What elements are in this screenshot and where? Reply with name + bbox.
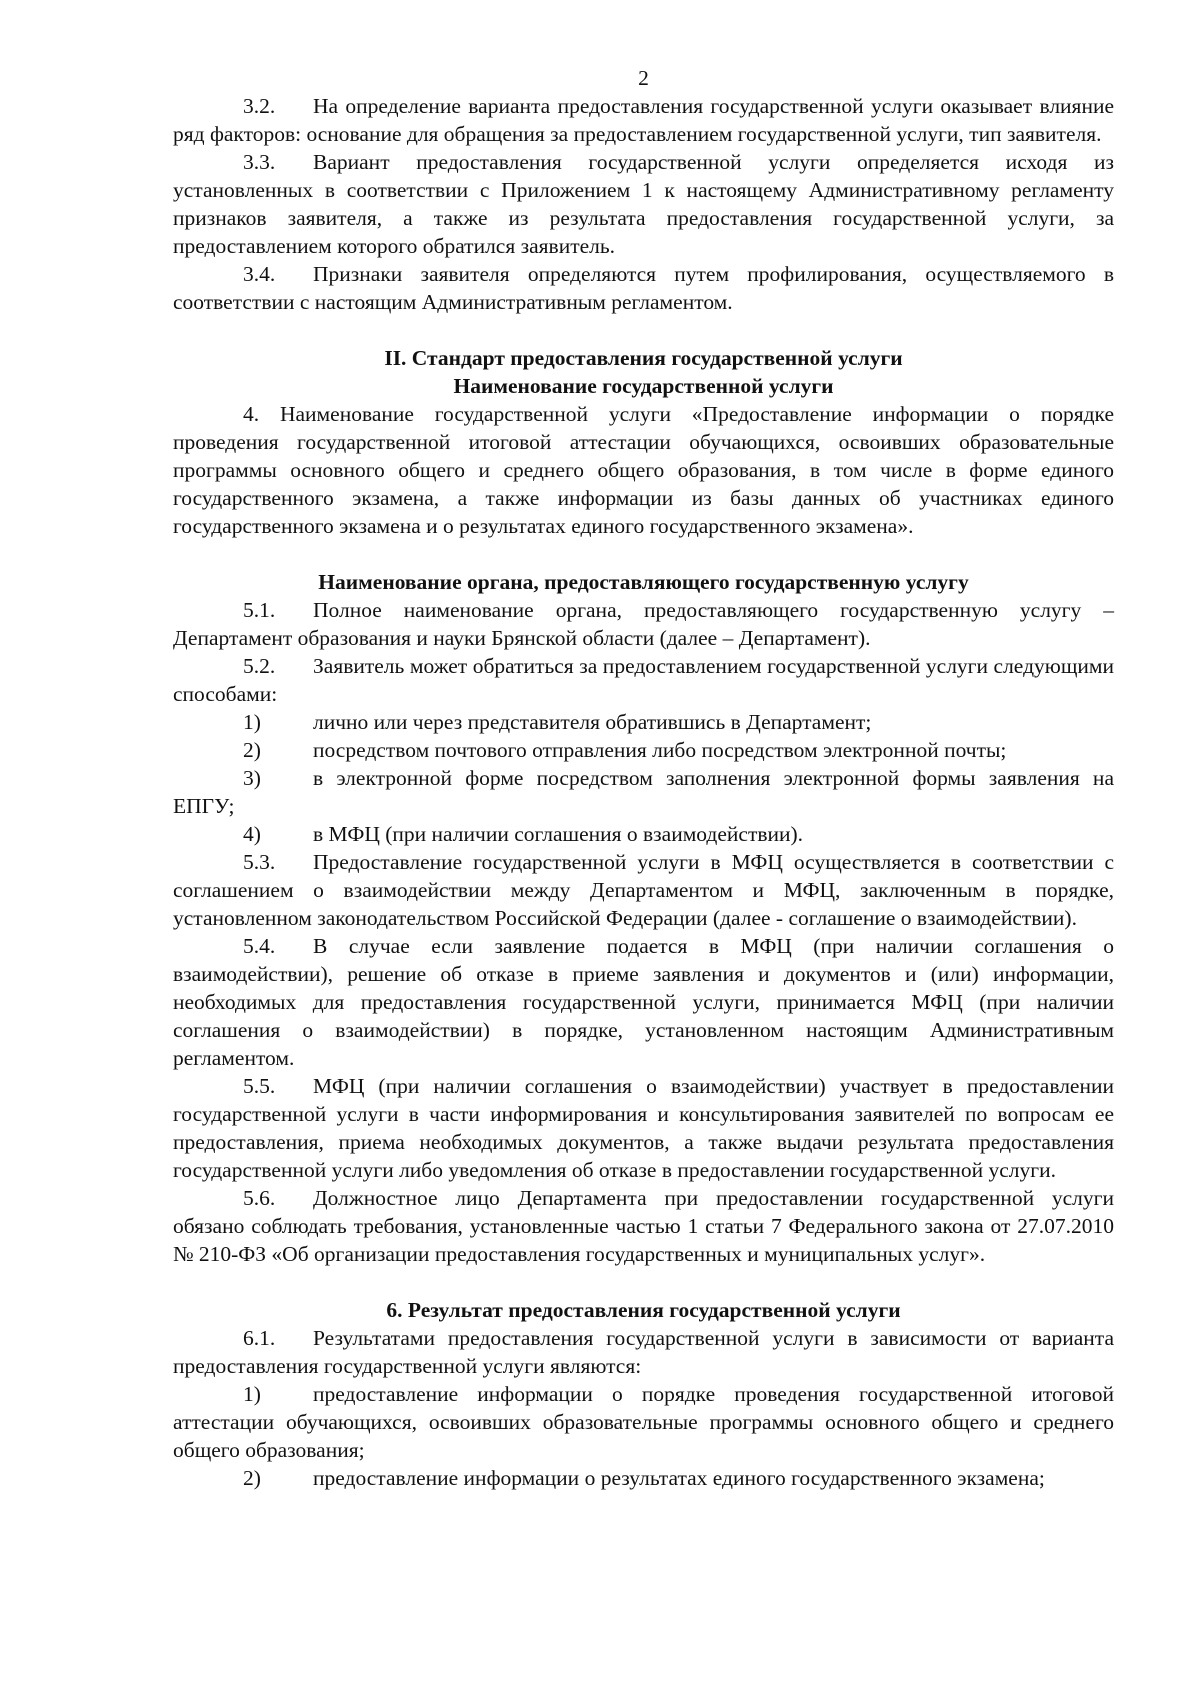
paragraph-text: Должностное лицо Департамента при предоставлении государственной услуги обязано соблюдать требования, установленные частью 1 статьи 7 Федерального закона от 27.07.2010 № 210-ФЗ «Об организации предоставления государственных и муниципальных услуг».	[173, 1186, 1114, 1266]
spacer	[173, 316, 1114, 344]
paragraph-5-3	[173, 848, 1114, 932]
list-number: 3)	[243, 766, 261, 790]
paragraph-6-1	[173, 1324, 1114, 1380]
paragraph-text: В случае если заявление подается в МФЦ (при наличии соглашения о взаимодействии), решение об отказе в приеме заявления и документов и (или) информации, необходимых для предоставления государственной услуги, принимается МФЦ (при наличии соглашения о взаимодействии) в порядке, установленном настоящим Административным регламентом.	[173, 934, 1114, 1070]
list-item-method-2	[173, 736, 1114, 764]
paragraph-text: На определение варианта предоставления государственной услуги оказывает влияние ряд факторов: основание для обращения за предоставлением государственной услуги, тип заявителя.	[173, 94, 1114, 146]
paragraph-text: Полное наименование органа, предоставляющего государственную услугу – Департамент образования и науки Брянской области (далее – Департамент).	[173, 598, 1114, 650]
list-text: в МФЦ (при наличии соглашения о взаимодействии).	[313, 822, 804, 846]
paragraph-5-5	[173, 1072, 1114, 1184]
paragraph-number: 5.4.	[243, 934, 276, 958]
list-text: предоставление информации о порядке проведения государственной итоговой аттестации обучающихся, освоивших образовательные программы основного общего и среднего общего образования;	[173, 1382, 1114, 1462]
list-item-method-4	[173, 820, 1114, 848]
page-number: 2	[638, 66, 649, 90]
list-item-method-1	[173, 708, 1114, 736]
paragraph-5-4	[173, 932, 1114, 1072]
list-number: 4)	[243, 822, 261, 846]
paragraph-number: 3.4.	[243, 262, 276, 286]
paragraph-number: 5.1.	[243, 598, 276, 622]
list-number: 1)	[243, 710, 261, 734]
paragraph-number: 6.1.	[243, 1326, 276, 1350]
list-text: предоставление информации о результатах единого государственного экзамена;	[313, 1466, 1045, 1490]
paragraph-text: МФЦ (при наличии соглашения о взаимодействии) участвует в предоставлении государственной услуги в части информирования и консультирования заявителей по вопросам ее предоставления, приема необходимых документов, а также выдачи результата предоставления государственной услуги либо уведомления об отказе в предоставлении государственной услуги.	[173, 1074, 1114, 1182]
paragraph-5-1	[173, 596, 1114, 652]
paragraph-3-4	[173, 260, 1114, 316]
paragraph-number: 5.3.	[243, 850, 276, 874]
list-text: лично или через представителя обратившись в Департамент;	[313, 710, 872, 734]
section-heading-standard: II. Стандарт предоставления государственной услуги	[384, 346, 903, 370]
list-text: посредством почтового отправления либо посредством электронной почты;	[313, 738, 1007, 762]
subheading-service-name: Наименование государственной услуги	[453, 374, 834, 398]
paragraph-number: 5.2.	[243, 654, 276, 678]
paragraph-4: 4. Наименование государственной услуги «Предоставление информации о порядке проведения государственной итоговой аттестации обучающихся, освоивших образовательные программы основного общего и среднего общего образования, в том числе в форме единого государственного экзамена, а также информации из базы данных об участниках единого государственного экзамена и о результатах единого государственного экзамена».	[173, 402, 1114, 538]
paragraph-text: Предоставление государственной услуги в МФЦ осуществляется в соответствии с соглашением о взаимодействии между Департаментом и МФЦ, заключенным в порядке, установленном законодательством Российской Федерации (далее - соглашение о взаимодействии).	[173, 850, 1114, 930]
list-number: 2)	[243, 1466, 261, 1490]
list-item-result-2	[173, 1464, 1114, 1492]
list-item-result-1	[173, 1380, 1114, 1464]
paragraph-number: 3.3.	[243, 150, 276, 174]
spacer	[173, 540, 1114, 568]
list-text: в электронной форме посредством заполнения электронной формы заявления на ЕПГУ;	[173, 766, 1114, 818]
subheading-organ: Наименование органа, предоставляющего государственную услугу	[318, 570, 969, 594]
paragraph-text: Заявитель может обратиться за предоставлением государственной услуги следующими способами:	[173, 654, 1114, 706]
section-heading-result: 6. Результат предоставления государственной услуги	[386, 1298, 901, 1322]
list-number: 2)	[243, 738, 261, 762]
paragraph-text: Результатами предоставления государственной услуги в зависимости от варианта предоставления государственной услуги являются:	[173, 1326, 1114, 1378]
paragraph-3-3	[173, 148, 1114, 260]
paragraph-5-2	[173, 652, 1114, 708]
paragraph-5-6	[173, 1184, 1114, 1268]
paragraph-3-2	[173, 92, 1114, 148]
list-item-method-3	[173, 764, 1114, 820]
paragraph-number: 5.5.	[243, 1074, 276, 1098]
paragraph-text: Вариант предоставления государственной услуги определяется исходя из установленных в соответствии с Приложением 1 к настоящему Административному регламенту признаков заявителя, а также из результата предоставления государственной услуги, за предоставлением которого обратился заявитель.	[173, 150, 1114, 258]
paragraph-number: 3.2.	[243, 94, 276, 118]
paragraph-text: Признаки заявителя определяются путем профилирования, осуществляемого в соответствии с настоящим Административным регламентом.	[173, 262, 1114, 314]
spacer	[173, 1268, 1114, 1296]
paragraph-number: 5.6.	[243, 1186, 276, 1210]
list-number: 1)	[243, 1382, 261, 1406]
